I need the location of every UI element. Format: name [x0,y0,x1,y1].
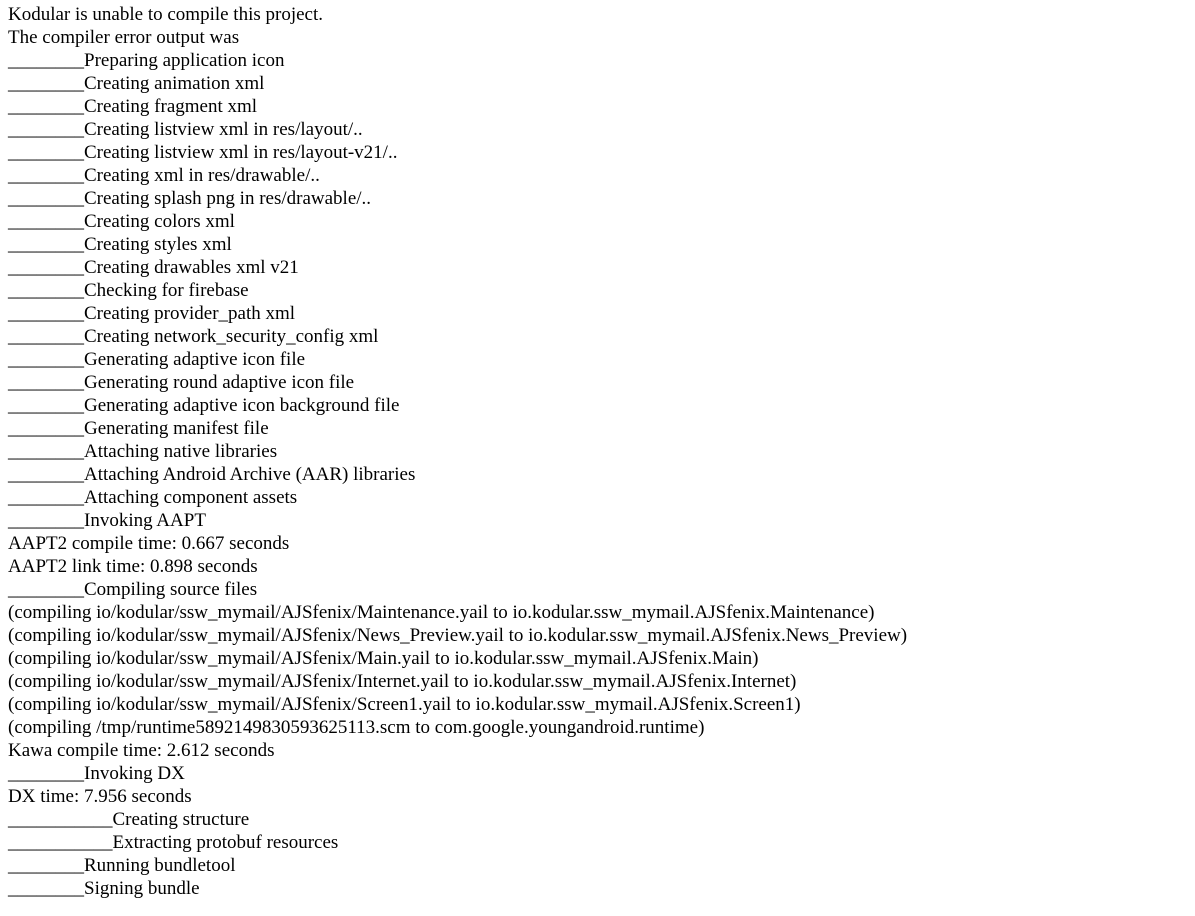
log-line: ________Creating drawables xml v21 [8,257,299,278]
log-line: ________Attaching component assets [8,487,298,508]
log-line: (compiling io/kodular/ssw_mymail/AJSfenix/Maintenance.yail to io.kodular.ssw_mymail.AJSfenix.Maintenance) [8,602,875,623]
log-line: ________Attaching native libraries [8,441,278,462]
log-line: ________Invoking DX [8,763,185,784]
log-line: ________Creating fragment xml [8,96,258,117]
log-line: ________Creating xml in res/drawable/.. [8,165,320,186]
log-line: ________Creating animation xml [8,73,265,94]
log-line: ________Compiling source files [8,579,258,600]
log-line: ________Creating listview xml in res/layout/.. [8,119,363,140]
log-line: ___________Creating structure [8,809,250,830]
compiler-error-output [8,3,907,900]
log-line: ________Checking for firebase [8,280,249,301]
log-line: (compiling io/kodular/ssw_mymail/AJSfenix/Main.yail to io.kodular.ssw_mymail.AJSfenix.Main) [8,648,759,669]
log-line: ________Generating manifest file [8,418,269,439]
log-line: ________Invoking AAPT [8,510,206,531]
log-line: Kawa compile time: 2.612 seconds [8,740,275,761]
log-line: ________Generating round adaptive icon file [8,372,355,393]
log-line: ________Generating adaptive icon file [8,349,306,370]
log-line: DX time: 7.956 seconds [8,786,192,807]
log-line: (compiling io/kodular/ssw_mymail/AJSfenix/News_Preview.yail to io.kodular.ssw_mymail.AJSfenix.News_Preview) [8,625,908,646]
log-line: ________Attaching Android Archive (AAR) libraries [8,464,416,485]
log-line: AAPT2 link time: 0.898 seconds [8,556,258,577]
log-line: ________Generating adaptive icon background file [8,395,400,416]
log-line: ________Creating listview xml in res/layout-v21/.. [8,142,398,163]
error-subheading: The compiler error output was [8,27,240,48]
log-line: ________Creating provider_path xml [8,303,296,324]
log-line: ________Creating styles xml [8,234,232,255]
log-line: (compiling /tmp/runtime5892149830593625113.scm to com.google.youngandroid.runtime) [8,717,705,738]
log-line: ________Creating colors xml [8,211,235,232]
log-line: ___________Extracting protobuf resources [8,832,339,853]
log-line: ________Creating splash png in res/drawable/.. [8,188,372,209]
log-line: (compiling io/kodular/ssw_mymail/AJSfenix/Screen1.yail to io.kodular.ssw_mymail.AJSfenix.Screen1) [8,694,801,715]
log-line: (compiling io/kodular/ssw_mymail/AJSfenix/Internet.yail to io.kodular.ssw_mymail.AJSfenix.Internet) [8,671,797,692]
log-line: AAPT2 compile time: 0.667 seconds [8,533,290,554]
log-line: ________Running bundletool [8,855,236,876]
error-heading: Kodular is unable to compile this project. [8,4,324,25]
log-line: ________Signing bundle [8,878,200,899]
log-line: ________Preparing application icon [8,50,285,71]
log-line: ________Creating network_security_config xml [8,326,379,347]
